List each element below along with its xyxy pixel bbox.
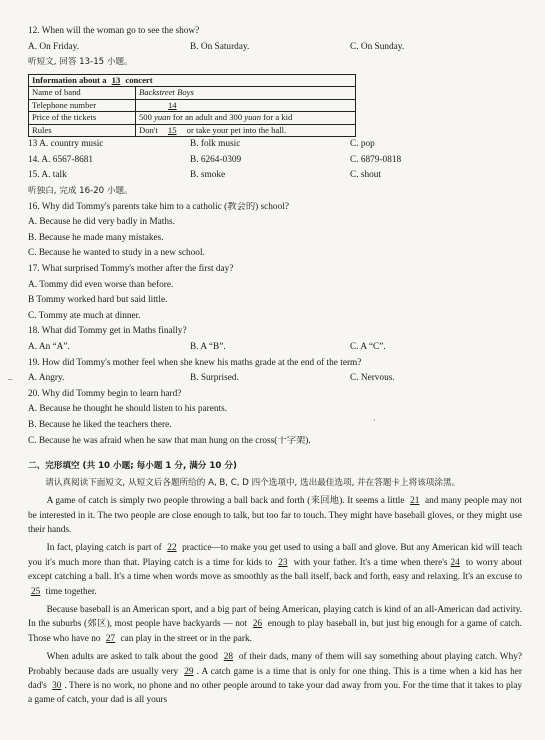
q14-option-b: B. 6264-0309 [190,154,242,165]
blank-21: 21 [410,496,420,507]
blank-24: 24 [450,557,460,568]
q13-option-a: 13 A. country music [28,139,104,150]
info-table [28,74,356,138]
table-value: 500 yuan for an adult and 300 yuan for a kid [136,112,356,125]
blank-27: 27 [105,633,116,644]
table-value: Backstreet Boys [136,87,356,100]
q16-option-a: A. Because he did very badly in Maths. [28,217,175,228]
q17-option-c: C. Tommy ate much at dinner. [28,310,141,321]
q15-option-a: 15. A. talk [28,170,67,181]
q13-options [28,139,522,155]
passage-paragraph-4: When adults are asked to talk about the good 28 of their dads, many of them will say something about playing catch. Why? Probably because dads are usually very 29 . A catch game is a time that is only for one thing. This is a time when a kid has her dad's 30 . There is no work, no phone and no other people around to take your dad away from you. For the time that it takes to play a game of catch, your dad is all yours [28,652,523,706]
q20-text: 20. Why did Tommy begin to learn hard? [28,388,182,399]
blank-28: 28 [223,652,234,663]
table-row [29,124,356,137]
q14-options [28,155,522,171]
q19-option-b: B. Surprised. [190,373,239,384]
margin-mark: – [8,374,13,384]
info-table-header [29,74,356,87]
blank-13: 13 [111,74,121,85]
cloze-section [28,461,522,708]
blank-30: 30 [52,681,62,692]
q13-option-c: C. pop [350,139,375,150]
q17-text: 17. What surprised Tommy's mother after the first day? [28,264,234,275]
part16-20-intro: 听独白, 完成 16-20 小题。 [28,186,133,197]
passage-paragraph-2: In fact, playing catch is part of 22 practice—to make you get used to using a ball and glove. But any American kid will teach you it's much more than that. Playing catch is a time for kids to 23 with your father. It's a time when there's 24 to worry about except catching a ball. It's a time when words move as smoothly as the ball itself, back and forth, easy and relaxing. It's an excuse to 25 time together. [28,543,523,597]
table-key: Name of band [29,87,136,100]
q19-option-c: C. Nervous. [350,373,395,384]
q12-options [28,42,522,58]
table-key: Price of the tickets [29,112,136,125]
section-instruction: 请认真阅读下面短文, 从短文后各题所给的 A, B, C, D 四个选项中, 选出最佳选项, 并在答题卡上将该项涂黑。 [45,478,461,489]
q16-option-b: B. Because he made many mistakes. [28,232,164,243]
blank-14: 14 [168,99,177,110]
exam-page [28,26,522,708]
q17-option-a: A. Tommy did even worse than before. [28,279,174,290]
table-row [29,87,356,100]
q19-text: 19. How did Tommy's mother feel when she knew his maths grade at the end of the term? [28,357,362,368]
q19-option-a: A. Angry. [28,373,65,384]
q12-option-a: A. On Friday. [28,41,80,52]
passage-paragraph-1: A game of catch is simply two people throwing a ball back and forth (来回地). It seems a little 21 and many people may not be interested in it. The two people are close enough to talk, but too far to touch. They might have baseball gloves, or they might use their hands. [28,496,523,535]
q15-options [28,170,522,186]
passage-paragraph-3: Because baseball is an American sport, and a big part of being American, playing catch is kind of an all-American dad activity. In the suburbs (郊区), most people have backyards — not 26 enough to play baseball in, but just big enough for a game of catch. Those who have no 27 can play in the street or in the park. [28,605,522,644]
table-key: Rules [29,124,136,137]
q16-option-c: C. Because he wanted to study in a new school. [28,248,205,259]
q16-text: 16. Why did Tommy's parents take him to a catholic (教会的) school? [28,201,289,212]
q15-option-c: C. shout [350,170,381,181]
q18-text: 18. What did Tommy get in Maths finally? [28,326,187,337]
table-row [29,112,356,125]
section-title: 二、完形填空 (共 10 小题; 每小题 1 分, 满分 10 分) [28,461,237,472]
q18-option-a: A. An “A”. [28,342,70,352]
q18-options [28,342,522,358]
table-value [136,99,356,112]
q14-option-c: C. 6879-0818 [350,154,402,165]
blank-29: 29 [184,666,194,677]
blank-15: 15 [167,124,177,135]
q13-option-b: B. folk music [190,139,241,150]
blank-23: 23 [278,557,288,568]
blank-26: 26 [252,619,263,630]
blank-25: 25 [31,586,41,597]
q12-option-b: B. On Saturday. [190,41,250,52]
info-table-header-cell: Information about a 13 concert [29,74,356,87]
q14-option-a: 14. A. 6567-8681 [28,154,94,165]
q20-option-b: B. Because he liked the teachers there. [28,419,172,430]
scan-speck: ' [374,418,376,426]
q12-text: 12. When will the woman go to see the show? [28,26,200,36]
q17-option-b: B Tommy worked hard but said little. [28,295,168,306]
q18-option-b: B. A “B”. [190,342,226,352]
q18-option-c: C. A “C”. [350,342,386,352]
table-value: Don't 15 or take your pet into the hall. [136,124,356,137]
q20-option-a: A. Because he thought he should listen to his parents. [28,404,228,415]
q19-options [28,373,522,389]
part13-15-intro: 听短文, 回答 13-15 小题。 [28,57,133,68]
table-key: Telephone number [29,99,136,112]
table-row [29,99,356,112]
q15-option-b: B. smoke [190,170,226,181]
blank-22: 22 [167,543,177,554]
q20-option-c: C. Because he was afraid when he saw that man hung on the cross(十字架). [28,435,311,446]
q12-option-c: C. On Sunday. [350,41,405,52]
